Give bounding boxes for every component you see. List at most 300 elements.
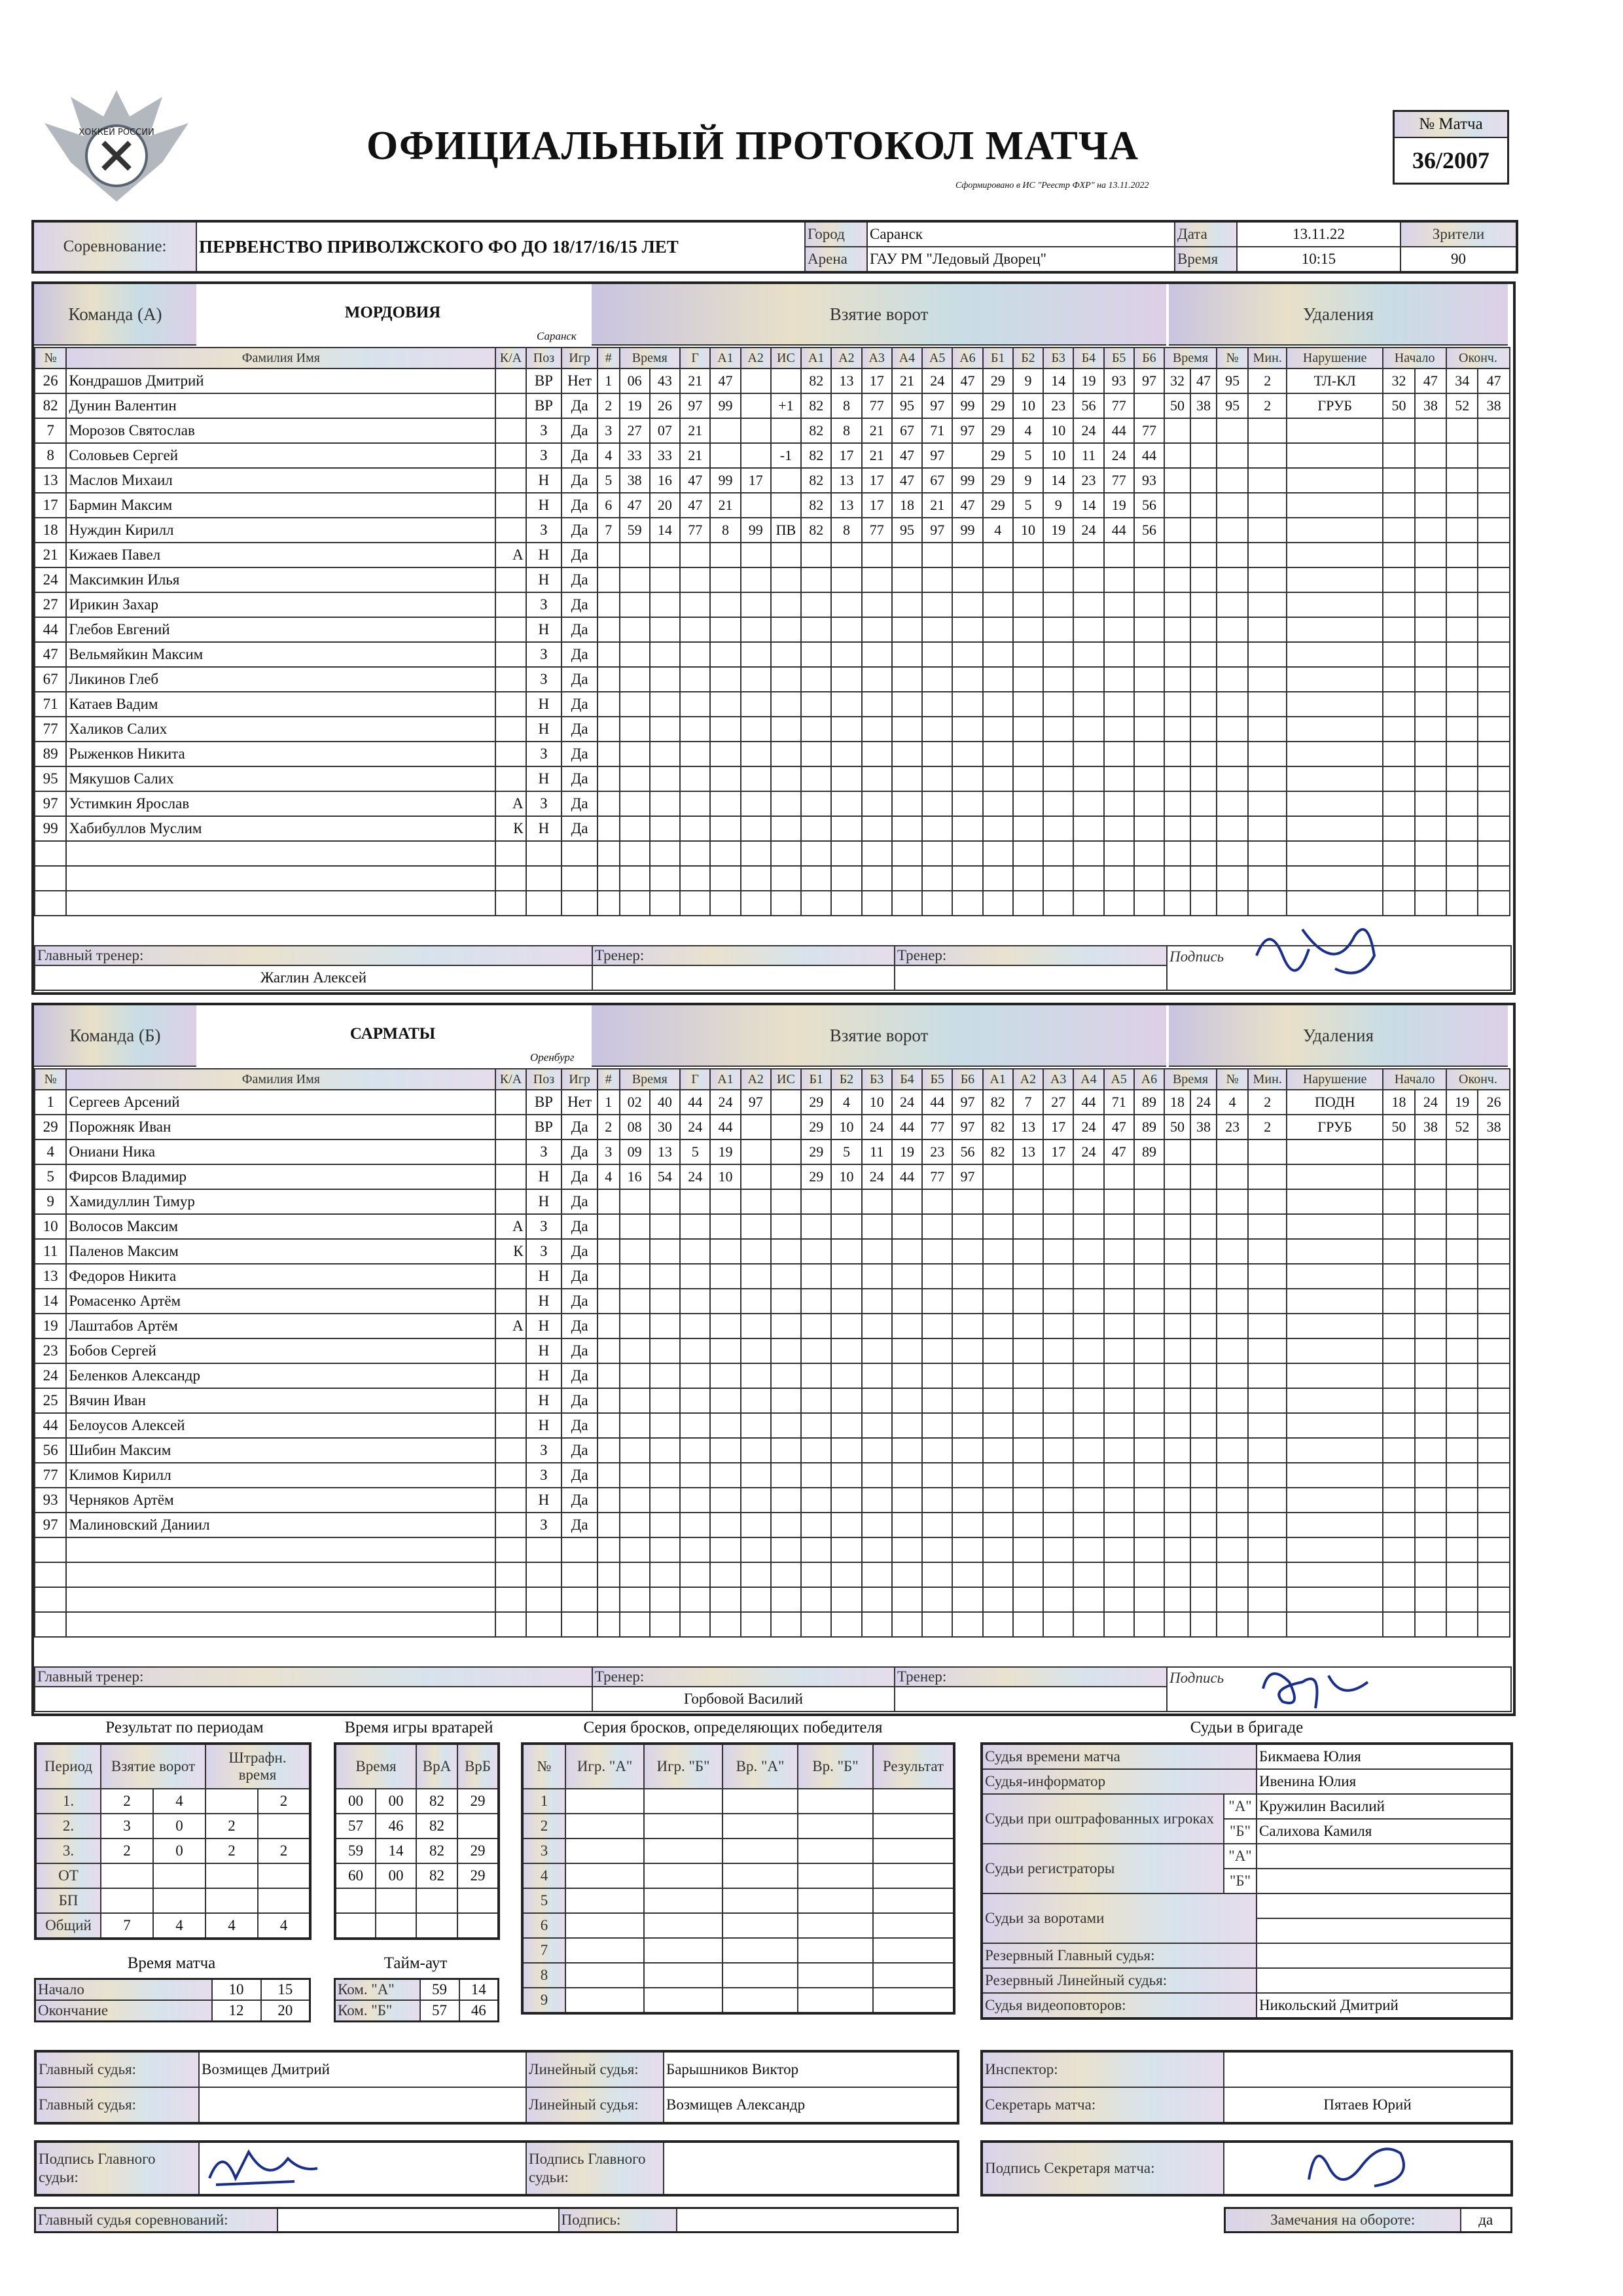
cell [565,1839,644,1863]
shootout-header: № [522,1744,565,1789]
cell [1383,1587,1414,1612]
cell: 4 [1217,1090,1248,1115]
teamB-col-header: Нарушение [1287,1069,1383,1090]
cell: 47 [620,493,650,518]
player-number: 11 [35,1239,66,1264]
cell: 06 [620,368,650,393]
cell [620,1264,650,1289]
cell: 82 [983,1139,1013,1164]
timeout-table [334,1978,499,2022]
cell [644,1863,722,1888]
cell [710,617,740,642]
player-name: Максимкин Илья [66,567,495,592]
cell [1248,468,1287,493]
cell: 4 [153,1913,205,1939]
cell [1383,617,1414,642]
cell: 2 [205,1839,258,1863]
cell: 5 [1013,493,1043,518]
cell: 52 [1446,1115,1478,1139]
cell: Да [562,1239,597,1264]
cell [1164,1239,1190,1264]
cell [1383,1164,1414,1189]
player-name: Сергеев Арсений [66,1090,495,1115]
cell [771,766,801,791]
teamA-col-header: Б2 [1013,348,1043,368]
cell: 21 [680,368,710,393]
cell: 13 [831,468,861,493]
cell [983,1463,1013,1488]
table-row [35,692,1510,717]
cell [952,692,982,717]
cell [1190,1189,1217,1214]
cell [710,1239,740,1264]
team-a-coach-label: Тренер: [592,946,895,965]
cell [1164,1537,1190,1562]
cell [1383,1438,1414,1463]
cell [801,692,831,717]
cell [597,891,620,916]
cell [1104,1388,1134,1413]
cell [1104,692,1134,717]
cell [650,717,680,742]
secretary: Пятаев Юрий [1224,2087,1512,2123]
cell [952,1189,982,1214]
cell [1478,816,1510,841]
cell [565,1988,644,2013]
player-name: Малиновский Даниил [66,1513,495,1537]
player-number [35,1587,66,1612]
cell [741,1438,771,1463]
table-row [35,667,1510,692]
cell [495,567,526,592]
cell [1446,642,1478,667]
team-a-coach1 [592,965,895,990]
cell [1043,1612,1073,1637]
cell [801,766,831,791]
cell [1287,1139,1383,1164]
cell [1446,1537,1478,1562]
cell [892,1562,922,1587]
cell [1446,1289,1478,1314]
cell [983,891,1013,916]
cell [1383,1537,1414,1562]
cell [1013,866,1043,891]
cell [922,1214,952,1239]
cell: З [526,791,562,816]
cell [952,1214,982,1239]
cell [1478,1239,1510,1264]
cell [831,717,861,742]
cell [1217,1338,1248,1363]
cell [1217,1164,1248,1189]
cell [1134,866,1164,891]
cell: 93 [1134,468,1164,493]
cell [680,1338,710,1363]
cell: 16 [620,1164,650,1189]
ref1: Возмищев Дмитрий [199,2051,526,2087]
team-b-head-coach-label: Главный тренер: [35,1667,592,1687]
cell [620,1537,650,1562]
cell [1287,1363,1383,1388]
teamA-col-header: Б1 [983,348,1013,368]
cell [1073,1314,1103,1338]
cell [1383,1612,1414,1637]
cell [952,617,982,642]
cell [1043,1239,1073,1264]
cell [597,1537,620,1562]
cell: 29 [801,1164,831,1189]
cell [258,1888,310,1913]
cell [892,1264,922,1289]
cell [680,1239,710,1264]
cell: З [526,518,562,543]
teamA-col-header: Нарушение [1287,348,1383,368]
team-a-goals-band: Взятие ворот [592,284,1166,346]
cell [597,543,620,567]
inspector-table [980,2050,1513,2125]
cell [952,1513,982,1537]
cell [1415,1537,1446,1562]
cell: 2 [1248,1115,1287,1139]
cell: 47 [680,493,710,518]
cell [741,816,771,841]
cell: Да [562,1513,597,1537]
cell [952,1438,982,1463]
cell [831,642,861,667]
cell [710,1463,740,1488]
cell: 47 [1190,368,1217,393]
goal-judges-label: Судьи за воротами [982,1893,1257,1943]
cell [1383,1488,1414,1513]
scorers-label: Судьи регистраторы [982,1844,1224,1893]
cell [1415,418,1446,443]
cell: 17 [1043,1139,1073,1164]
cell [892,717,922,742]
cell: 19 [1043,518,1073,543]
cell [1217,1289,1248,1314]
cell [771,1338,801,1363]
cell [1043,1289,1073,1314]
cell [1043,1537,1073,1562]
cell: 13 [831,493,861,518]
cell [801,1413,831,1438]
cell [922,667,952,692]
cell [1287,791,1383,816]
cell [1287,592,1383,617]
cell [952,1289,982,1314]
cell: 56 [1073,393,1103,418]
cell [1134,1562,1164,1587]
cell: Н [526,1314,562,1338]
player-number: 13 [35,1264,66,1289]
cell [1478,667,1510,692]
cell [1287,742,1383,766]
cell [771,1189,801,1214]
cell [1190,692,1217,717]
cell [722,1863,798,1888]
cell: 56 [952,1139,982,1164]
cell [771,1264,801,1289]
cell: 14 [1043,468,1073,493]
cell [741,766,771,791]
cell [1190,866,1217,891]
cell [1415,1388,1446,1413]
cell: 82 [801,518,831,543]
cell [597,1562,620,1587]
player-name: Катаев Вадим [66,692,495,717]
cell [922,1562,952,1587]
cell [680,766,710,791]
match-end-h: 12 [212,2000,261,2022]
match-start-m: 15 [261,1979,310,2001]
cell [1287,891,1383,916]
cell [952,866,982,891]
cell [1013,642,1043,667]
cell [983,1537,1013,1562]
cell: 67 [892,418,922,443]
periods-header: Период [35,1744,101,1789]
cell [526,841,562,866]
shootout-table [521,1742,955,2015]
cell: 13 [831,368,861,393]
cell: 97 [952,418,982,443]
cell [495,393,526,418]
cell [597,1289,620,1314]
cell [1383,468,1414,493]
cell [680,1488,710,1513]
cell [1478,418,1510,443]
cell [1104,1513,1134,1537]
cell [801,617,831,642]
match-time-title: Время матча [127,1954,216,1972]
cell: 24 [892,1090,922,1115]
cell: Н [526,766,562,791]
player-name: Кижаев Павел [66,543,495,567]
cell [680,1562,710,1587]
competition-label: Соревнование: [33,221,196,272]
player-name: Устимкин Ярослав [66,791,495,816]
cell [495,592,526,617]
cell [952,1612,982,1637]
cell: 29 [457,1839,499,1863]
cell [922,543,952,567]
cell [1287,543,1383,567]
cell [862,1214,892,1239]
gk-header: ВрА [416,1744,457,1789]
cell [831,1338,861,1363]
player-number: 29 [35,1115,66,1139]
cell [892,866,922,891]
cell [798,1863,873,1888]
cell: Да [562,617,597,642]
teamA-col-header: № [35,348,66,368]
cell [1248,1537,1287,1562]
cell: -1 [771,443,801,468]
cell [1478,468,1510,493]
cell [1134,1239,1164,1264]
cell [1104,1413,1134,1438]
cell [1164,592,1190,617]
table-row [35,1239,1510,1264]
cell [710,742,740,766]
cell [1217,766,1248,791]
cell [680,692,710,717]
cell: БП [35,1888,101,1913]
cell [831,1587,861,1612]
cell: 5 [597,468,620,493]
cell: Да [562,1214,597,1239]
cell: А [495,791,526,816]
cell [526,1537,562,1562]
cell [597,1488,620,1513]
line1: Барышников Виктор [664,2051,958,2087]
cell [892,667,922,692]
team-a-city: Саранск [537,330,577,342]
cell: 77 [680,518,710,543]
cell [1287,816,1383,841]
cell [983,816,1013,841]
cell [1013,1388,1043,1413]
cell [526,1562,562,1587]
cell [495,717,526,742]
cell [620,1214,650,1239]
cell: 89 [1134,1139,1164,1164]
cell: 3 [597,418,620,443]
cell [1013,1239,1043,1264]
cell [620,1239,650,1264]
cell: 82 [801,368,831,393]
cell [983,1413,1013,1438]
federation-logo [31,71,202,221]
cell [831,692,861,717]
cell: 33 [650,443,680,468]
cell [1043,816,1073,841]
team-b-signature [1243,1656,1394,1725]
cell [650,667,680,692]
table-row [35,1338,1510,1363]
cell [1383,866,1414,891]
cell [597,1413,620,1438]
cell [1287,1314,1383,1338]
cell [741,443,771,468]
cell [771,468,801,493]
cell [922,617,952,642]
cell [1446,567,1478,592]
cell [1478,1488,1510,1513]
cell [495,667,526,692]
cell [1190,667,1217,692]
cell [1287,642,1383,667]
cell: 4 [205,1913,258,1939]
table-row [522,1963,954,1988]
cell [1217,1513,1248,1537]
cell [1248,1289,1287,1314]
cell: 19 [892,1139,922,1164]
table-row [35,543,1510,567]
cell [952,791,982,816]
cell: 44 [710,1115,740,1139]
cell [1248,1139,1287,1164]
table-row [35,1289,1510,1314]
cell [1287,617,1383,642]
table-row [335,1839,499,1863]
cell: 8 [831,418,861,443]
cell [862,1239,892,1264]
cell: 3 [597,1139,620,1164]
cell [597,816,620,841]
cell [335,1913,376,1939]
cell: 82 [416,1814,457,1839]
cell: Н [526,1488,562,1513]
cell [862,1189,892,1214]
cell [680,1363,710,1388]
cell [1248,642,1287,667]
cell [710,1488,740,1513]
cell: 47 [680,468,710,493]
cell: 97 [680,393,710,418]
cell: 38 [620,468,650,493]
cell: 44 [680,1090,710,1115]
cell [1073,1562,1103,1587]
cell [862,1388,892,1413]
arena-label: Арена [805,247,867,272]
player-number: 7 [35,418,66,443]
cell: 9 [1013,468,1043,493]
cell [873,1988,954,2013]
cell [1248,1239,1287,1264]
cell [562,891,597,916]
cell [862,592,892,617]
cell [620,567,650,592]
team-b-head-coach [35,1687,592,1712]
cell [771,816,801,841]
cell [1134,543,1164,567]
cell [922,791,952,816]
player-name: Ликинов Глеб [66,667,495,692]
player-number: 21 [35,543,66,567]
cell [1104,891,1134,916]
cell [741,1363,771,1388]
cell [1013,1189,1043,1214]
cell [862,816,892,841]
cell [650,1438,680,1463]
cell [1164,1562,1190,1587]
cell [831,841,861,866]
cell [1248,418,1287,443]
cell [892,1388,922,1413]
cell: 89 [1134,1115,1164,1139]
cell [831,1488,861,1513]
cell [620,1488,650,1513]
cell [650,866,680,891]
table-row [35,791,1510,816]
cell [1134,1537,1164,1562]
match-start-h: 10 [212,1979,261,2001]
cell [1248,791,1287,816]
cell [1478,742,1510,766]
cell [1043,642,1073,667]
remarks-label: Замечания на обороте: [1225,2208,1461,2233]
cell: Да [562,1413,597,1438]
cell [983,1314,1013,1338]
table-row [35,891,1510,916]
cell [1190,1164,1217,1189]
cell [862,717,892,742]
cell [1287,468,1383,493]
cell [1217,617,1248,642]
cell [831,1363,861,1388]
player-name [66,1587,495,1612]
